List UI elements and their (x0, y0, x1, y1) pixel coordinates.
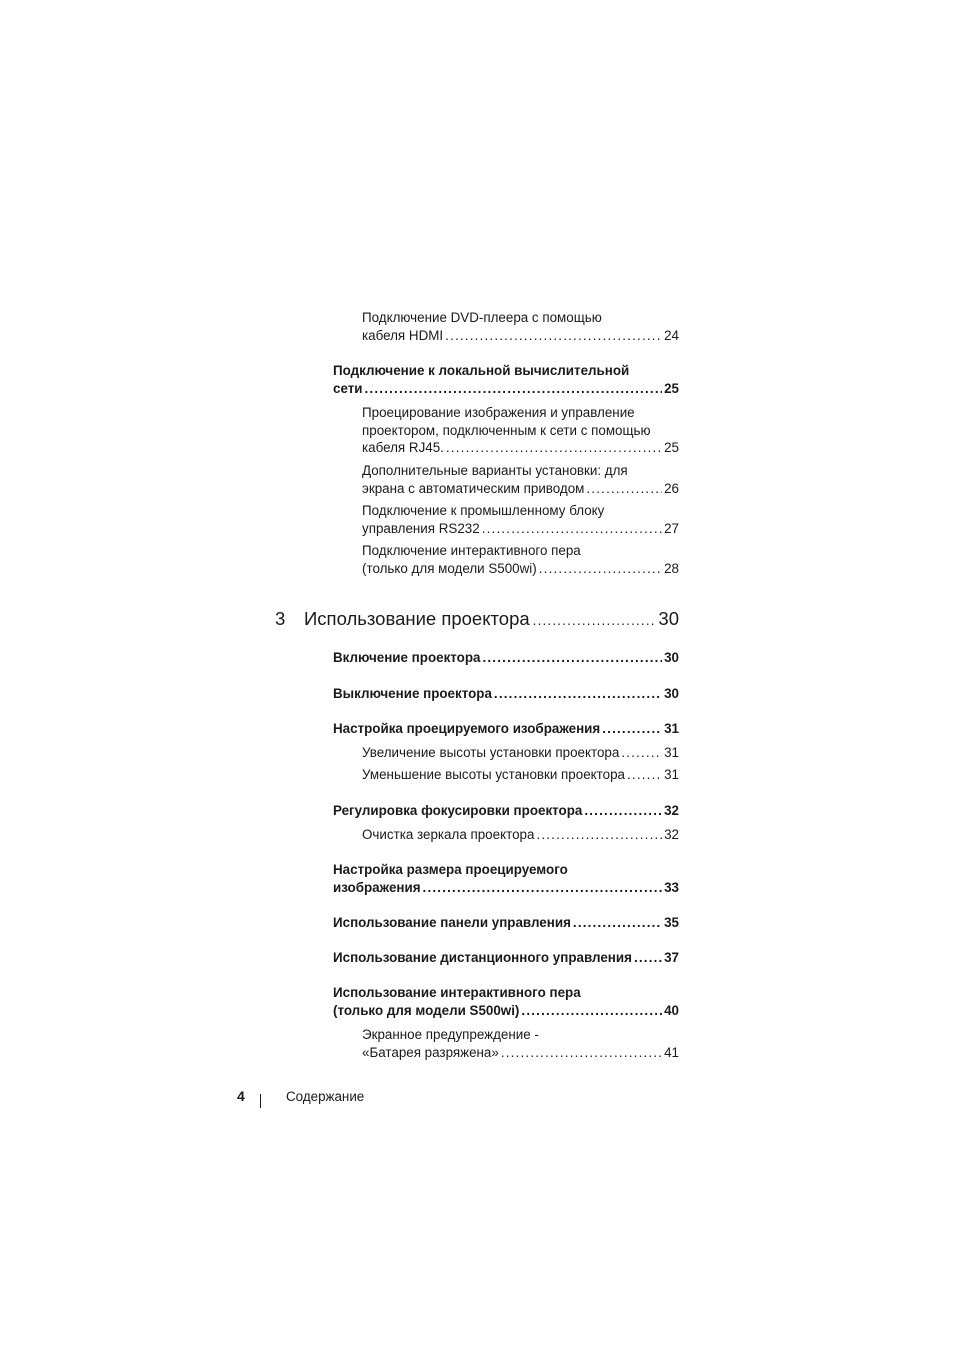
toc-entry-power-off[interactable] (333, 685, 679, 703)
dot-leader (501, 1044, 662, 1062)
toc-entry-text: Проецирование изображения и управление (362, 405, 635, 420)
toc-page-number: 30 (664, 650, 679, 665)
toc-page-number: 33 (664, 879, 679, 895)
toc-page-number: 25 (664, 440, 679, 456)
toc-page-number: 35 (664, 915, 679, 930)
toc-page-number: 28 (664, 560, 679, 576)
toc-page-number: 24 (664, 327, 679, 343)
toc-page-number: 30 (664, 686, 679, 701)
dot-leader (584, 802, 662, 820)
toc-entry-text: Настройка размера проецируемого (333, 862, 568, 877)
toc-page-number: 26 (664, 480, 679, 496)
toc-entry-text: Регулировка фокусировки проектора (333, 803, 583, 818)
footer-section-title: Содержание (286, 1089, 365, 1104)
toc-entry-text: Использование интерактивного пера (333, 985, 581, 1000)
toc-entry-remote[interactable] (333, 949, 679, 967)
toc-entry-raise-height[interactable] (362, 744, 679, 762)
toc-entry-pen-connect[interactable] (362, 542, 679, 577)
footer-separator (260, 1094, 261, 1108)
toc-entry-text: (только для модели S500wi) (333, 1002, 520, 1018)
toc-entry-control-panel[interactable] (333, 914, 679, 932)
toc-entry-dvd-hdmi[interactable] (362, 309, 679, 344)
dot-leader (482, 520, 662, 538)
dot-leader (634, 949, 662, 967)
toc-entry-text: Выключение проектора (333, 686, 492, 701)
toc-entry-pen-use[interactable] (333, 984, 679, 1019)
dot-leader (521, 1002, 662, 1020)
toc-chapter-3[interactable] (275, 608, 679, 632)
toc-entry-text: (только для модели S500wi) (362, 560, 537, 576)
toc-entry-text: управления RS232 (362, 520, 480, 536)
toc-page-number: 31 (664, 767, 679, 782)
toc-entry-text: экрана с автоматическим приводом (362, 480, 585, 496)
toc-entry-image-size[interactable] (333, 861, 679, 896)
footer-page-number: 4 (237, 1088, 245, 1104)
toc-entry-text: «Батарея разряжена» (362, 1044, 499, 1060)
chapter-page-number: 30 (658, 608, 679, 629)
dot-leader (539, 560, 662, 578)
dot-leader (627, 766, 662, 784)
toc-page-number: 32 (664, 803, 679, 818)
toc-page-number: 40 (664, 1002, 679, 1018)
dot-leader (446, 439, 662, 457)
toc-entry-text: Уменьшение высоты установки проектора (362, 767, 625, 782)
toc-entry-rs232[interactable] (362, 502, 679, 537)
dot-leader (445, 327, 662, 345)
toc-entry-text: Дополнительные варианты установки: для (362, 463, 628, 478)
chapter-number: 3 (275, 608, 286, 629)
toc-entry-text: сети (333, 380, 363, 396)
toc-entry-text: Увеличение высоты установки проектора (362, 745, 620, 760)
toc-entry-text: Использование панели управления (333, 915, 571, 930)
toc-entry-screen-options[interactable] (362, 462, 679, 497)
dot-leader (365, 380, 663, 398)
toc-entry-power-on[interactable] (333, 649, 679, 667)
toc-entry-battery-warning[interactable] (362, 1026, 679, 1061)
toc-page-number: 31 (664, 745, 679, 760)
toc-page-number: 31 (664, 721, 679, 736)
dot-leader (621, 744, 662, 762)
toc-page-number: 25 (664, 380, 679, 396)
toc-entry-lower-height[interactable] (362, 766, 679, 784)
chapter-title: Использование проектора (304, 608, 530, 629)
toc-entry-text: проектором, подключенным к сети с помощью (362, 422, 651, 438)
toc-entry-text: Подключение DVD-плеера с помощью (362, 310, 602, 325)
toc-entry-text: Подключение к локальной вычислительной (333, 363, 630, 378)
toc-entry-lan[interactable] (333, 362, 679, 397)
toc-entry-text: кабеля HDMI (362, 327, 444, 343)
toc-entry-text: Включение проектора (333, 650, 481, 665)
toc-entry-text: изображения (333, 879, 421, 895)
toc-entry-adjust-image[interactable] (333, 720, 679, 738)
toc-entry-focus[interactable] (333, 802, 679, 820)
toc-entry-mirror-clean[interactable] (362, 826, 679, 844)
dot-leader (602, 720, 662, 738)
toc-entry-text: Очистка зеркала проектора (362, 827, 535, 842)
dot-leader (482, 649, 662, 667)
toc-entry-text: Подключение интерактивного пера (362, 543, 581, 558)
dot-leader (586, 480, 662, 498)
dot-leader (423, 879, 663, 897)
toc-entry-text: Настройка проецируемого изображения (333, 721, 601, 736)
dot-leader (573, 914, 662, 932)
toc-entry-text: Подключение к промышленному блоку (362, 503, 605, 518)
toc-page-number: 32 (664, 827, 679, 842)
toc-entry-text: Использование дистанционного управления (333, 950, 632, 965)
dot-leader (533, 610, 656, 632)
dot-leader (494, 685, 662, 703)
toc-page-number: 37 (664, 950, 679, 965)
toc-page-number: 41 (664, 1044, 679, 1060)
toc-entry-rj45[interactable] (362, 404, 679, 457)
toc-entry-text: кабеля RJ45. (362, 440, 444, 456)
dot-leader (536, 826, 662, 844)
toc-page-number: 27 (664, 520, 679, 536)
toc-entry-text: Экранное предупреждение - (362, 1027, 539, 1042)
